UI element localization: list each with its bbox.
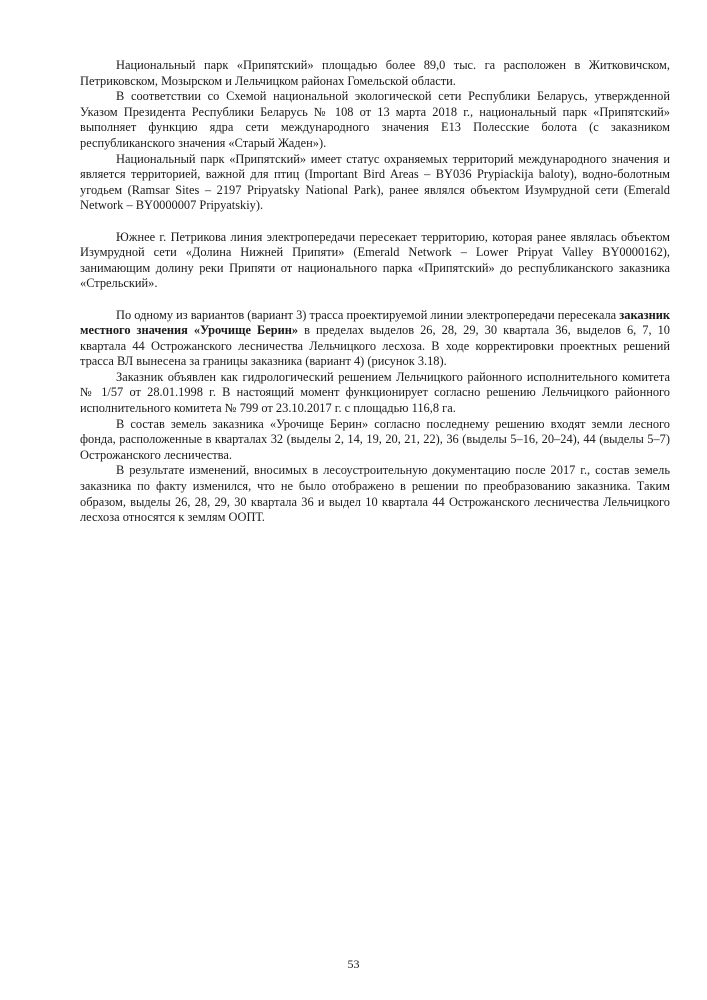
variant-route-text-after: в пределах выделов 26, 28, 29, 30 квартала 36, выделов 6, 7, 10 квартала 44 Острожанского лесничества Лельчицкого лесхоза. В ходе корректировки проектных решений трасса ВЛ вынесена за границы заказника (вариант 4) (рисунок 3.18). [80,323,671,369]
variant-route-text-before: По одному из вариантов (вариант 3) трасса проектируемой линии электропередачи пересекала [116,307,620,322]
paragraph-changes: В результате изменений, вносимых в лесоустроительную документацию после 2017 г., состав земель заказника по факту изменился, что не было отображено в решении по преобразованию заказника. Таким образом, выделы 26, 28, 29, 30 квартала 36 и выдел 10 квартала 44 Острожанского лесничества Лельчицкого лесхоза относятся к землям ООПТ. [80,463,670,525]
paragraph-international-status: Национальный парк «Припятский» имеет статус охраняемых территорий международного значения и является территорией, важной для птиц (Important Bird Areas – BY036 Prypiackija baloty), водно-болотным угодьем (Ramsar Sites – 2197 Pripyatsky National Park), ранее являлся объектом Изумрудной сети (Emerald Network – BY0000007 Pripyatskiy). [80,151,670,213]
document-body [80,58,670,526]
paragraph-power-line-emerald: Южнее г. Петрикова линия электропередачи пересекает территорию, которая ранее являлась объектом Изумрудной сети «Долина Нижней Припяти» (Emerald Network – Lower Pripyat Valley BY0000162), занимающим долину реки Припяти от национального парка «Припятский» до республиканского заказника «Стрельский». [80,229,670,291]
paragraph-gap [80,292,670,308]
paragraph-reserve-decision: Заказник объявлен как гидрологический решением Лельчицкого районного исполнительного комитета № 1/57 от 28.01.1998 г. В настоящий момент функционирует согласно решению Лельчицкого районного исполнительного комитета № 799 от 23.10.2017 г. с площадью 116,8 га. [80,369,670,416]
reserve-name-bold: заказник местного значения «Урочище Берин» [80,307,670,338]
paragraph-ecological-network: В соответствии со Схемой национальной экологической сети Республики Беларусь, утвержденной Указом Президента Республики Беларусь № 108 от 13 марта 2018 г., национальный парк «Припятский» выполняет функцию ядра сети международного значения E13 Полесские болота (с заказником республиканского значения «Старый Жаден»). [80,89,670,150]
paragraph-gap [80,214,670,230]
paragraph-variant-route [80,308,670,370]
paragraph-park-area: Национальный парк «Припятский» площадью более 89,0 тыс. га расположен в Житковичском, Петриковском, Мозырском и Лельчицком районах Гомельской области. [80,58,670,88]
paragraph-reserve-lands: В состав земель заказника «Урочище Берин» согласно последнему решению входят земли лесного фонда, расположенные в кварталах 32 (выделы 2, 14, 19, 20, 21, 22), 36 (выделы 5–16, 20–24), 44 (выделы 5–7) Острожанского лесничества. [80,416,670,462]
page-number: 53 [347,957,360,971]
